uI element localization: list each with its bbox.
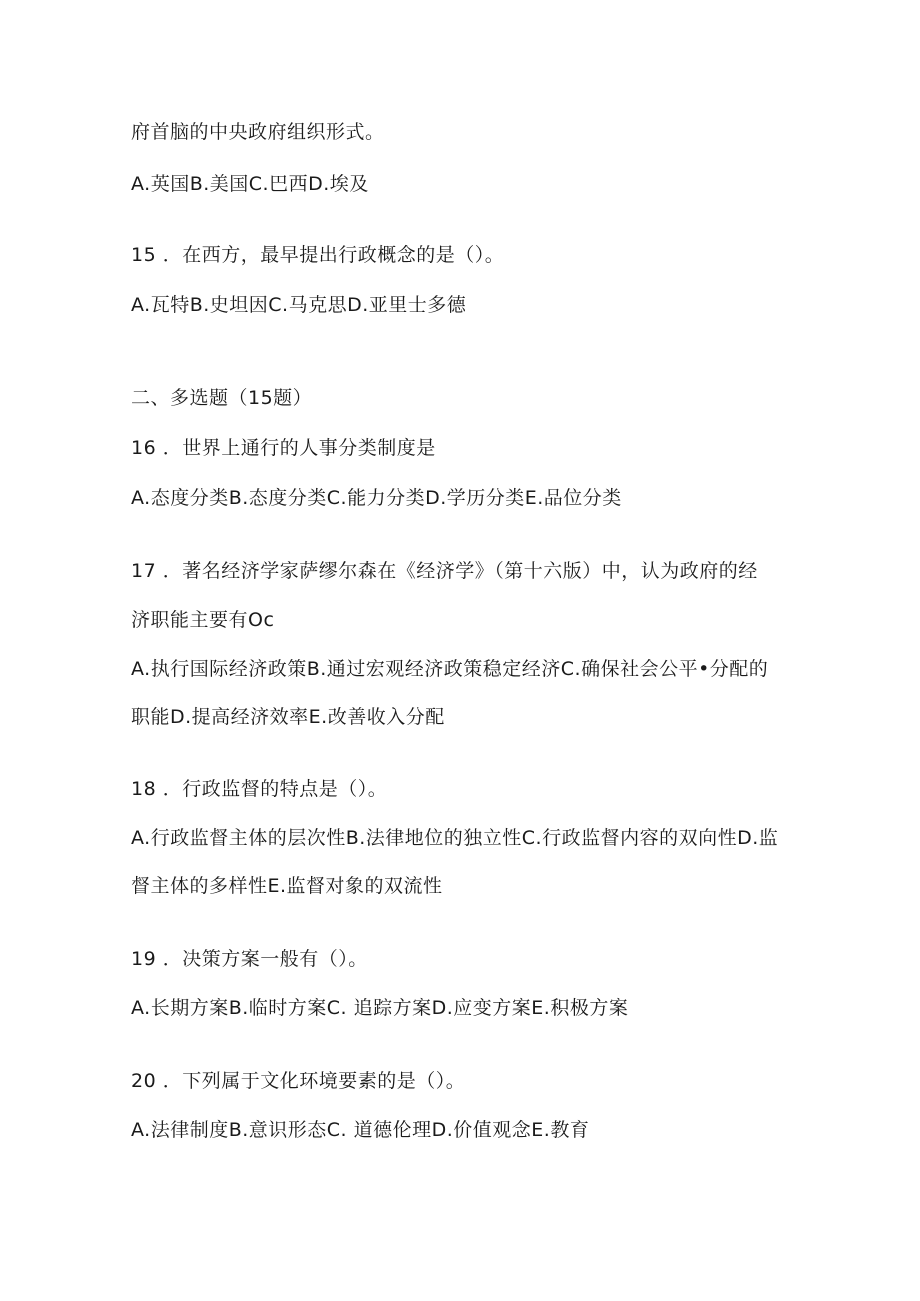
question-18-options-continuation: 督主体的多样性E.监督对象的双流性 [131, 875, 443, 897]
question-15: 15 ．在西方，最早提出行政概念的是（）。 [131, 244, 505, 266]
question-20-options: A.法律制度B.意识形态C. 道德伦理D.价值观念E.教育 [131, 1119, 590, 1141]
question-19: 19 ．决策方案一般有（）。 [131, 948, 368, 970]
section-heading-multiple-choice: 二、多选题（15题） [131, 387, 313, 409]
question-14-options: A.英国B.美国C.巴西D.埃及 [131, 173, 369, 195]
question-17-continuation: 济职能主要有Oc [131, 609, 275, 631]
question-15-options: A.瓦特B.史坦因C.马克思D.亚里士多德 [131, 294, 467, 316]
question-16-options: A.态度分类B.态度分类C.能力分类D.学历分类E.品位分类 [131, 487, 622, 509]
question-18-options: A.行政监督主体的层次性B.法律地位的独立性C.行政监督内容的双向性D.监 [131, 827, 779, 849]
question-17: 17 ．著名经济学家萨缪尔森在《经济学》（第十六版）中，认为政府的经 [131, 560, 758, 582]
question-16: 16 ．世界上通行的人事分类制度是 [131, 437, 436, 459]
question-17-options-continuation: 职能D.提高经济效率E.改善收入分配 [131, 706, 445, 728]
question-17-options: A.执行国际经济政策B.通过宏观经济政策稳定经济C.确保社会公平•分配的 [131, 658, 769, 680]
question-18: 18 ．行政监督的特点是（）。 [131, 778, 388, 800]
question-19-options: A.长期方案B.临时方案C. 追踪方案D.应变方案E.积极方案 [131, 997, 629, 1019]
text-line-continuation: 府首脑的中央政府组织形式。 [131, 121, 385, 143]
question-20: 20 ．下列属于文化环境要素的是（）。 [131, 1070, 466, 1092]
